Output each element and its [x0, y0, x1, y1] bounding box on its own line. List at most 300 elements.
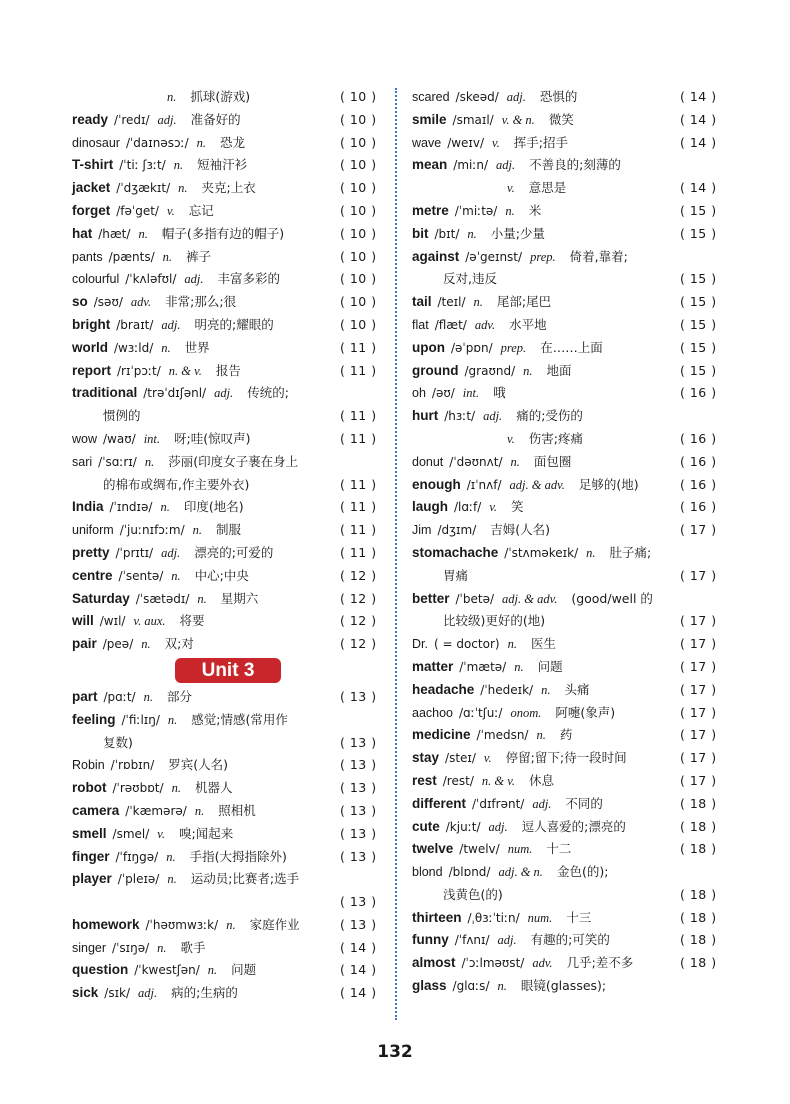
vocab-meaning: 漂亮的;可爱的 — [194, 544, 274, 560]
vocab-meaning: 停留;留下;待一段时间 — [505, 750, 627, 766]
lesson-number: ( 12 ) — [340, 590, 377, 606]
vocab-part-of-speech: n. — [162, 249, 173, 264]
vocab-meaning: 尾部;尾巴 — [496, 294, 552, 310]
vocab-word: laugh — [412, 499, 448, 515]
page-number: 132 — [377, 1042, 413, 1062]
vocab-phonetic: /ˈkwestʃən/ — [134, 963, 200, 978]
vocab-part-of-speech: onom. — [510, 705, 542, 720]
vocab-meaning: 恐龙 — [220, 134, 246, 150]
lesson-number: ( 17 ) — [680, 681, 717, 697]
vocab-part-of-speech: int. — [143, 431, 161, 446]
vocab-part-of-speech: n. — [157, 940, 167, 955]
lesson-number: ( 14 ) — [680, 111, 717, 127]
vocab-part-of-speech: v. aux. — [133, 614, 166, 629]
lesson-number: ( 11 ) — [340, 522, 377, 538]
vocab-meaning: 帽子(多指有边的帽子) — [161, 225, 285, 241]
vocab-word: Saturday — [72, 590, 130, 606]
lesson-number: ( 13 ) — [340, 802, 377, 818]
vocab-phonetic: /ˈdəʊnʌt/ — [449, 454, 503, 469]
lesson-number: ( 11 ) — [340, 476, 377, 492]
vocab-entry — [412, 793, 724, 816]
vocab-word: part — [72, 688, 98, 704]
vocab-meaning: 休息 — [528, 772, 554, 788]
vocab-part-of-speech: n. — [167, 872, 177, 887]
vocab-meaning: 复数) — [103, 734, 133, 750]
vocab-entry — [412, 223, 724, 246]
vocab-word: hat — [72, 225, 93, 241]
vocab-entry — [412, 428, 724, 451]
vocab-meaning: 运动员;比赛者;选手 — [190, 871, 300, 887]
vocab-phonetic: /ˈfiːlɪŋ/ — [121, 712, 160, 727]
lesson-number: ( 18 ) — [680, 932, 717, 948]
vocab-word: twelve — [412, 841, 454, 857]
vocab-word: better — [412, 590, 450, 606]
vocab-part-of-speech: n. — [523, 363, 533, 378]
lesson-number: ( 11 ) — [340, 430, 377, 446]
vocab-meaning: 哦 — [493, 385, 506, 401]
vocab-meaning: 传统的; — [247, 385, 289, 401]
vocab-meaning: 惯例的 — [103, 408, 141, 424]
vocab-word: pretty — [72, 544, 110, 560]
vocab-word: uniform — [72, 523, 114, 538]
vocab-meaning: 面包圈 — [533, 453, 572, 469]
vocab-word: smile — [412, 111, 447, 127]
vocab-word: bit — [412, 225, 429, 241]
vocab-meaning: 肚子痛; — [609, 544, 652, 560]
unit-heading — [72, 656, 384, 686]
vocab-word: question — [72, 962, 129, 978]
vocab-word: sari — [72, 454, 93, 469]
vocab-phonetic: /hɜːt/ — [444, 409, 476, 424]
vocab-meaning: 世界 — [184, 339, 210, 355]
vocab-part-of-speech: adj. — [488, 819, 508, 834]
lesson-number: ( 15 ) — [680, 316, 717, 332]
lesson-number: ( 14 ) — [340, 962, 377, 978]
vocab-word: flat — [412, 317, 429, 332]
vocab-phonetic: /twelv/ — [459, 842, 500, 857]
vocab-word: so — [72, 294, 88, 310]
vocab-meaning: 药 — [559, 727, 573, 743]
vocab-word: centre — [72, 567, 113, 583]
lesson-number: ( 13 ) — [340, 780, 377, 796]
vocab-meaning: 非常;那么;很 — [165, 294, 237, 310]
vocab-entry — [412, 519, 724, 542]
lesson-number: ( 16 ) — [680, 499, 717, 515]
lesson-number: ( 16 ) — [680, 430, 717, 446]
vocab-part-of-speech: n. — [197, 591, 207, 606]
vocab-entry — [72, 959, 384, 982]
vocab-phonetic: /ɑːˈtʃuː/ — [459, 705, 503, 720]
vocab-part-of-speech: n. — [507, 637, 517, 652]
vocab-part-of-speech: n. — [510, 454, 520, 469]
vocab-entry — [72, 846, 384, 869]
vocab-phonetic: /lɑːf/ — [454, 500, 482, 515]
lesson-number: ( 17 ) — [680, 704, 717, 720]
vocab-entry — [412, 360, 724, 383]
lesson-number: ( 14 ) — [340, 985, 377, 1001]
vocab-entry — [412, 200, 724, 223]
vocab-entry — [412, 109, 724, 132]
vocab-word: stomachache — [412, 544, 499, 560]
vocab-phonetic: /ˈsɑːrɪ/ — [98, 454, 137, 469]
vocab-word: ready — [72, 111, 109, 127]
vocab-part-of-speech: n. — [192, 523, 203, 538]
lesson-number: ( 13 ) — [340, 825, 377, 841]
lesson-number: ( 15 ) — [680, 339, 717, 355]
lesson-number: ( 14 ) — [340, 939, 377, 955]
vocab-entry — [412, 770, 724, 793]
vocab-entry — [72, 565, 384, 588]
vocab-phonetic: /ˈstʌməkeɪk/ — [504, 545, 579, 560]
vocab-meaning: 部分 — [166, 688, 192, 704]
vocab-entry — [412, 975, 724, 998]
vocab-phonetic: /dʒɪm/ — [437, 523, 477, 538]
vocab-meaning: 裤子 — [186, 248, 212, 264]
vocab-entry — [72, 891, 384, 914]
vocab-part-of-speech: n. — [586, 545, 596, 560]
vocab-phonetic: /smel/ — [112, 826, 150, 841]
vocab-phonetic: /ˈtiː ʃɜːt/ — [119, 158, 166, 173]
vocab-meaning: 意思是 — [528, 180, 567, 196]
vocab-part-of-speech: n. — [171, 568, 181, 583]
vocab-word: camera — [72, 802, 120, 818]
vocab-phonetic: /ˈɔːlməʊst/ — [461, 956, 525, 971]
vocab-word: jacket — [72, 180, 111, 196]
vocab-entry — [412, 907, 724, 930]
vocab-part-of-speech: n. — [536, 728, 546, 743]
vocab-meaning: 莎丽(印度女子裹在身上 — [168, 453, 299, 469]
vocab-meaning: 挥手;招手 — [513, 134, 568, 150]
lesson-number: ( 16 ) — [680, 476, 717, 492]
vocab-word: aachoo — [412, 705, 454, 720]
vocab-phonetic: /waʊ/ — [103, 431, 136, 446]
vocab-phonetic: /əˈgeɪnst/ — [465, 249, 523, 264]
vocab-part-of-speech: n. — [171, 781, 181, 796]
vocab-phonetic: /sɪk/ — [104, 986, 131, 1001]
lesson-number: ( 11 ) — [340, 339, 377, 355]
vocab-entry — [72, 709, 384, 732]
vocab-part-of-speech: adj. — [496, 158, 516, 173]
vocab-phonetic: /peə/ — [102, 637, 134, 652]
vocab-meaning: 不同的 — [565, 795, 603, 811]
vocab-entry — [412, 382, 724, 405]
vocab-entry — [72, 200, 384, 223]
vocab-meaning: 夹克;上衣 — [201, 180, 256, 196]
vocab-word: colourful — [72, 272, 120, 287]
lesson-number: ( 15 ) — [680, 202, 717, 218]
vocab-part-of-speech: n. — [173, 158, 184, 173]
vocab-meaning: 忘记 — [188, 202, 214, 218]
vocab-entry — [412, 154, 724, 177]
vocab-word: Robin — [72, 758, 105, 773]
vocab-phonetic: /smaɪl/ — [452, 112, 494, 127]
vocab-phonetic: /ˈkæmərə/ — [125, 803, 187, 818]
vocab-entry — [72, 337, 384, 360]
vocab-word: almost — [412, 955, 456, 971]
lesson-number: ( 10 ) — [340, 134, 377, 150]
lesson-number: ( 18 ) — [680, 955, 717, 971]
vocab-phonetic: /ˈpleɪə/ — [117, 872, 160, 887]
vocab-meaning: 问题 — [231, 962, 257, 978]
vocab-entry — [72, 588, 384, 611]
vocab-meaning: 将要 — [179, 613, 205, 629]
vocab-part-of-speech: n. — [167, 712, 178, 727]
vocab-part-of-speech: adv. — [474, 317, 496, 332]
vocab-entry — [412, 702, 724, 725]
vocab-entry — [412, 861, 724, 884]
vocab-phonetic: /ˈbetə/ — [455, 591, 494, 606]
lesson-number: ( 18 ) — [680, 818, 717, 834]
vocab-entry — [412, 565, 724, 588]
vocab-phonetic: /ˈfɪŋgə/ — [115, 849, 159, 864]
vocab-meaning: 感觉;情感(常用作 — [191, 711, 288, 727]
vocab-phonetic: /kjuːt/ — [445, 819, 481, 834]
vocab-part-of-speech: n. — [178, 181, 188, 196]
vocab-meaning: 双;对 — [164, 636, 194, 652]
vocab-part-of-speech: adj. — [506, 90, 526, 104]
vocab-phonetic: /ˈkʌləfʊl/ — [125, 272, 177, 287]
vocab-entry — [412, 884, 724, 907]
vocab-phonetic: /ˈrəʊbɒt/ — [112, 781, 164, 796]
lesson-number: ( 13 ) — [340, 916, 377, 932]
vocab-word: homework — [72, 916, 140, 932]
vocab-part-of-speech: prep. — [500, 340, 527, 355]
vocab-phonetic: /trəˈdɪʃənl/ — [143, 386, 207, 401]
vocab-part-of-speech: n. — [160, 500, 170, 515]
vocab-entry — [72, 686, 384, 709]
lesson-number: ( 17 ) — [680, 567, 717, 583]
vocab-part-of-speech: v. — [483, 751, 492, 766]
vocab-phonetic: /ˈsɪŋə/ — [112, 940, 150, 955]
vocab-part-of-speech: n. — [161, 340, 171, 355]
vocab-entry — [412, 337, 724, 360]
vocab-word: tail — [412, 294, 432, 310]
vocab-phonetic: /fəˈget/ — [116, 203, 159, 218]
lesson-number: ( 14 ) — [680, 134, 717, 150]
lesson-number: ( 16 ) — [680, 385, 717, 401]
vocab-phonetic: /ˈdaɪnəsɔː/ — [125, 135, 189, 150]
vocab-part-of-speech: v. — [157, 826, 166, 841]
vocab-meaning: 照相机 — [218, 802, 256, 818]
vocab-part-of-speech: adj. — [184, 272, 204, 287]
vocab-word: pair — [72, 636, 97, 652]
vocab-meaning: 几乎;差不多 — [566, 955, 634, 971]
vocab-word: scared — [412, 90, 450, 104]
vocab-entry — [412, 86, 724, 109]
vocab-part-of-speech: v. — [489, 500, 498, 515]
vocab-phonetic: ( = doctor) — [433, 637, 500, 652]
vocab-part-of-speech: adj. — [138, 986, 158, 1001]
vocab-meaning: 制服 — [216, 522, 242, 538]
vocab-meaning: 抓球(游戏) — [190, 89, 251, 104]
vocab-entry — [72, 868, 384, 891]
vocab-meaning: 十二 — [546, 841, 572, 857]
lesson-number: ( 15 ) — [680, 225, 717, 241]
vocab-part-of-speech: n. — [473, 295, 483, 310]
vocab-entry — [72, 633, 384, 656]
vocab-part-of-speech: adj. — [214, 386, 234, 401]
vocab-entry — [72, 314, 384, 337]
vocab-phonetic: /ˈprɪtɪ/ — [115, 545, 154, 560]
vocab-entry — [412, 610, 724, 633]
vocab-word: Dr. — [412, 637, 428, 652]
vocab-entry — [72, 246, 384, 269]
vocab-word: report — [72, 362, 112, 378]
vocab-word: bright — [72, 316, 111, 332]
vocab-meaning: 明亮的;耀眼的 — [194, 316, 274, 332]
vocab-entry — [72, 177, 384, 200]
vocab-entry — [72, 610, 384, 633]
vocab-entry — [412, 451, 724, 474]
lesson-number: ( 15 ) — [680, 271, 717, 287]
vocab-part-of-speech: n. — [166, 849, 176, 864]
vocab-word: different — [412, 795, 466, 811]
vocab-word: feeling — [72, 711, 116, 727]
vocab-meaning: 星期六 — [220, 590, 259, 606]
vocab-entry — [412, 474, 724, 497]
vocab-entry — [72, 428, 384, 451]
vocab-part-of-speech: n. — [497, 979, 507, 994]
vocab-word: T-shirt — [72, 157, 114, 173]
lesson-number: ( 11 ) — [340, 499, 377, 515]
vocab-word: wow — [72, 431, 98, 446]
vocab-phonetic: /braɪt/ — [116, 317, 154, 332]
vocab-entry — [412, 268, 724, 291]
vocab-word: Jim — [412, 523, 432, 538]
vocab-phonetic: /wɪl/ — [99, 614, 126, 629]
vocab-word: world — [72, 339, 108, 355]
vocab-part-of-speech: n. — [505, 203, 515, 218]
vocab-meaning: 嗅;闻起来 — [179, 825, 234, 841]
vocab-phonetic: /ˈmætə/ — [459, 659, 507, 674]
vocab-entry — [412, 816, 724, 839]
lesson-number: ( 11 ) — [340, 544, 377, 560]
vocab-part-of-speech: adj. — [157, 112, 177, 127]
vocab-word: oh — [412, 386, 426, 401]
vocab-phonetic: /flæt/ — [434, 317, 467, 332]
vocab-word: blond — [412, 865, 443, 880]
lesson-number: ( 10 ) — [340, 180, 377, 196]
vocab-entry — [72, 223, 384, 246]
vocab-meaning: 比较级)更好的(地) — [443, 613, 546, 629]
vocab-meaning: 水平地 — [509, 316, 547, 332]
vocab-entry — [412, 747, 724, 770]
vocab-entry — [72, 154, 384, 177]
lesson-number: ( 15 ) — [680, 294, 717, 310]
vocab-entry — [72, 914, 384, 937]
lesson-number: ( 13 ) — [340, 688, 377, 704]
vocab-meaning: 印度(地名) — [183, 499, 244, 515]
vocab-part-of-speech: adv. — [532, 956, 553, 971]
vocab-part-of-speech: n. — [194, 803, 205, 818]
vocab-meaning: 问题 — [537, 658, 563, 674]
vocab-meaning: 足够的(地) — [578, 476, 639, 492]
vocab-meaning: 小量;少量 — [490, 225, 545, 241]
vocab-entry — [72, 132, 384, 155]
lesson-number: ( 17 ) — [680, 750, 717, 766]
vocab-entry — [412, 838, 724, 861]
vocab-part-of-speech: v. — [492, 135, 500, 150]
vocab-meaning: 浅黄色(的) — [443, 886, 503, 902]
vocab-phonetic: /weɪv/ — [447, 135, 485, 150]
vocab-meaning: (good/well 的 — [571, 590, 653, 606]
vocab-meaning: 米 — [528, 202, 542, 218]
vocab-meaning: 伤害;疼痛 — [528, 430, 583, 446]
lesson-number: ( 14 ) — [680, 89, 717, 104]
lesson-number: ( 10 ) — [340, 202, 377, 218]
vocab-entry — [72, 937, 384, 960]
vocab-word: upon — [412, 339, 445, 355]
vocab-part-of-speech: n. — [514, 659, 524, 674]
vocab-meaning: 家庭作业 — [249, 916, 300, 932]
vocab-entry — [412, 679, 724, 702]
vocab-entry — [72, 109, 384, 132]
vocab-part-of-speech: n. — [541, 682, 551, 697]
vocab-phonetic: /ˈsætədɪ/ — [135, 591, 190, 606]
lesson-number: ( 18 ) — [680, 841, 717, 857]
vocab-meaning: 金色(的); — [556, 864, 609, 880]
lesson-number: ( 11 ) — [340, 362, 377, 378]
vocab-entry — [412, 656, 724, 679]
vocab-part-of-speech: n. — [138, 226, 148, 241]
vocab-word: enough — [412, 476, 461, 492]
vocab-entry — [412, 496, 724, 519]
vocab-phonetic: /ˈɪndɪə/ — [109, 500, 153, 515]
lesson-number: ( 17 ) — [680, 772, 717, 788]
column-divider — [395, 88, 397, 1020]
vocab-entry — [412, 246, 724, 269]
lesson-number: ( 12 ) — [340, 636, 377, 652]
vocab-word: forget — [72, 202, 111, 218]
vocab-phonetic: /steɪ/ — [445, 751, 476, 766]
lesson-number: ( 11 ) — [340, 408, 377, 424]
vocab-word: traditional — [72, 385, 138, 401]
vocab-part-of-speech: n. — [143, 689, 153, 704]
vocab-meaning: 歌手 — [180, 939, 206, 955]
vocab-word: funny — [412, 932, 449, 948]
vocab-phonetic: /glɑːs/ — [452, 979, 490, 994]
vocab-phonetic: /graʊnd/ — [464, 363, 516, 378]
vocab-meaning: 胃痛 — [443, 567, 469, 583]
lesson-number: ( 17 ) — [680, 636, 717, 652]
vocab-entry — [72, 800, 384, 823]
lesson-number: ( 18 ) — [680, 909, 717, 925]
vocab-entry — [412, 952, 724, 975]
vocab-phonetic: /wɜːld/ — [114, 340, 154, 355]
vocab-part-of-speech: int. — [462, 386, 480, 401]
vocab-word: India — [72, 499, 104, 515]
vocab-meaning: 有趣的;可笑的 — [530, 932, 610, 948]
vocab-entry — [72, 291, 384, 314]
vocab-phonetic: /rest/ — [442, 773, 474, 788]
vocab-entry — [412, 177, 724, 200]
vocab-phonetic: /ˈdʒækɪt/ — [116, 181, 171, 196]
vocab-meaning: 倚着,靠着; — [569, 248, 628, 264]
vocab-part-of-speech: adv. — [130, 295, 152, 310]
vocab-part-of-speech: adj. — [161, 545, 181, 560]
vocab-meaning: 痛的;受伤的 — [516, 408, 583, 424]
vocab-part-of-speech: adj. & adv. — [509, 477, 565, 492]
vocab-meaning: 呀;哇(惊叹声) — [174, 430, 251, 446]
vocab-meaning: 罗宾(人名) — [168, 757, 229, 773]
vocab-meaning: 逗人喜爱的;漂亮的 — [521, 818, 626, 834]
vocab-word: rest — [412, 772, 437, 788]
vocab-word: wave — [412, 135, 442, 150]
vocab-entry — [72, 474, 384, 497]
vocab-entry — [72, 496, 384, 519]
vocab-meaning: 头痛 — [564, 681, 590, 697]
vocab-word: hurt — [412, 408, 439, 424]
